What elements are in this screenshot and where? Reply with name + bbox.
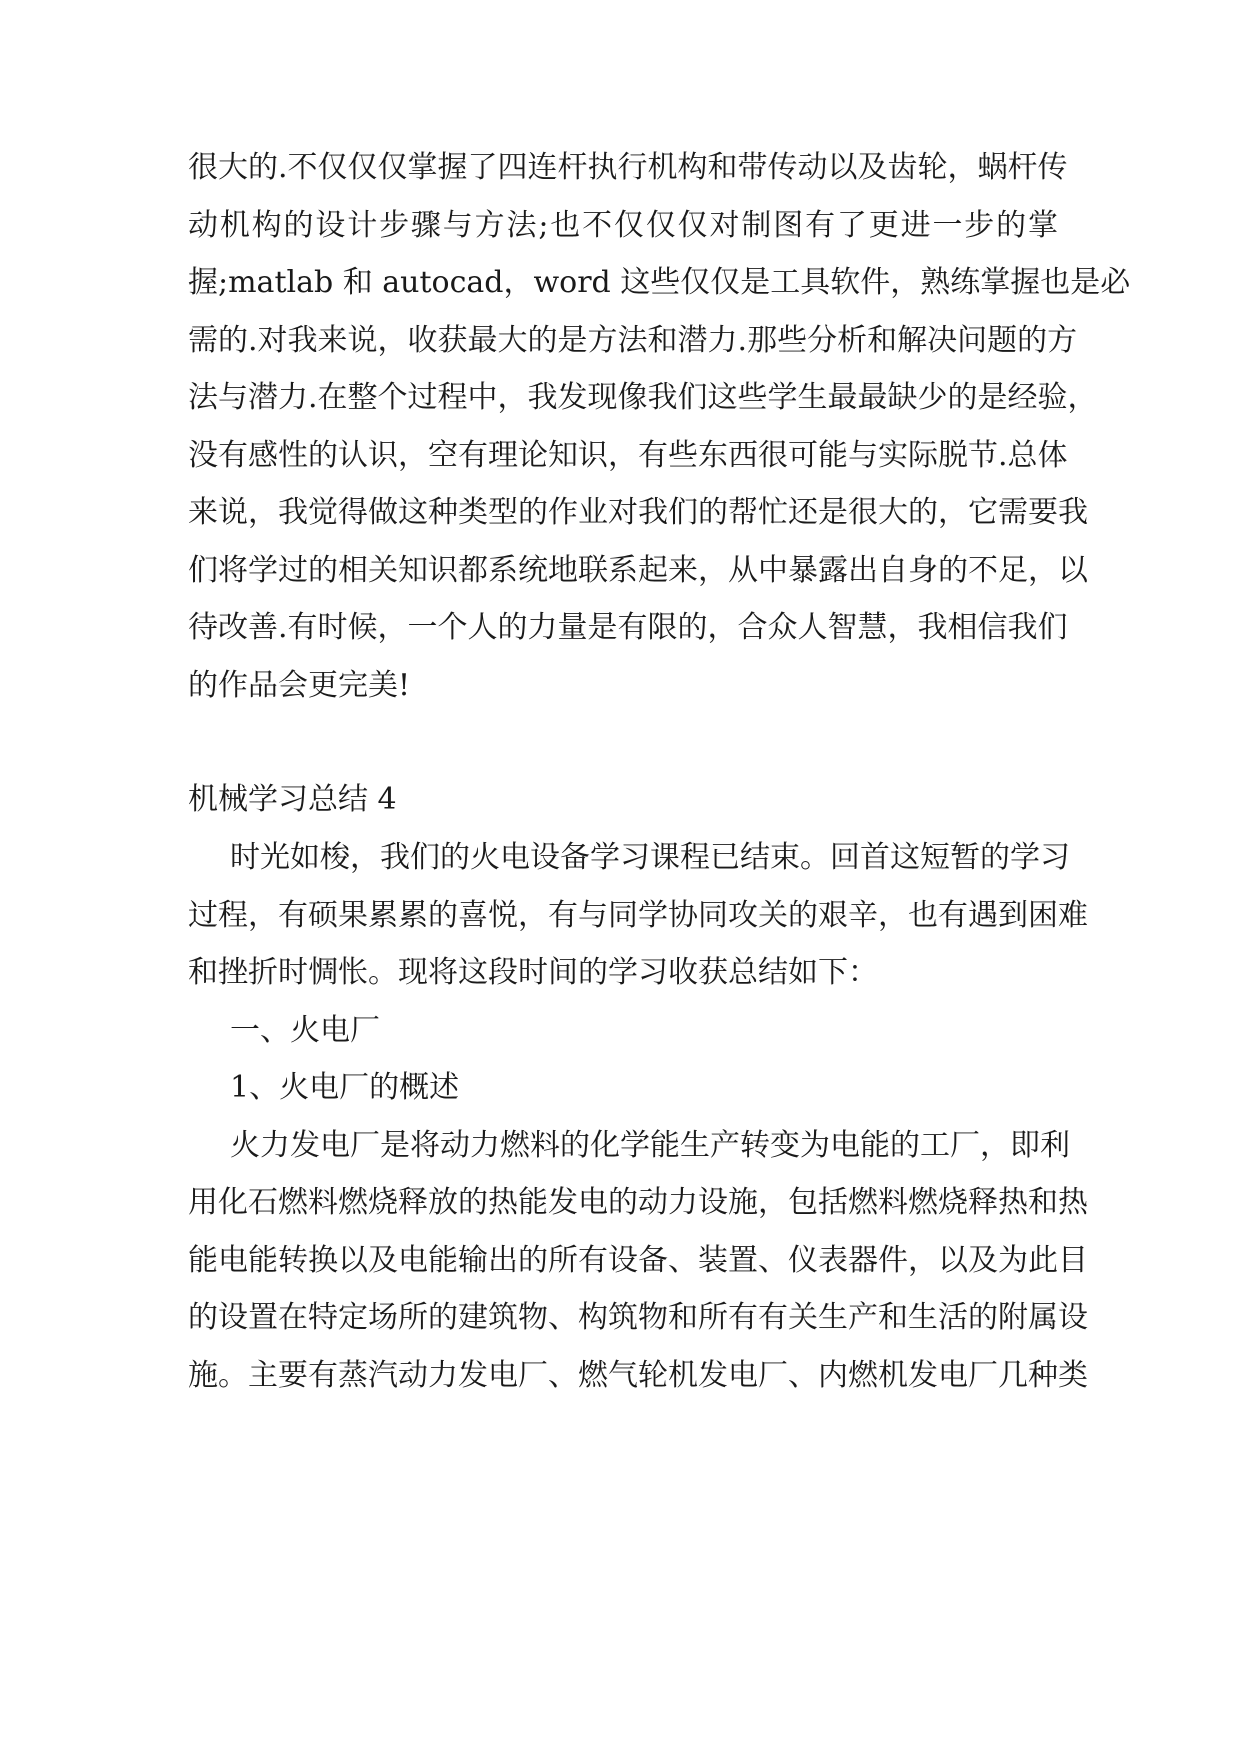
section-heading: 机械学习总结 4: [188, 782, 397, 817]
body-text-line: 动机构的设计步骤与方法;也不仅仅仅对制图有了更进一步的掌: [188, 208, 1058, 243]
subheading: 1、火电厂的概述: [230, 1070, 460, 1105]
body-text-line: 法与潜力.在整个过程中，我发现像我们这些学生最最缺少的是经验，: [188, 380, 1098, 415]
body-text-line: 没有感性的认识，空有理论知识，有些东西很可能与实际脱节.总体: [188, 438, 1068, 473]
body-text-line: 和挫折时惆怅。现将这段时间的学习收获总结如下：: [188, 955, 878, 990]
body-text-line: 很大的.不仅仅仅掌握了四连杆执行机构和带传动以及齿轮，蜗杆传: [188, 150, 1068, 185]
body-text-line: 过程，有硕果累累的喜悦，有与同学协同攻关的艰辛，也有遇到困难: [188, 898, 1088, 933]
body-text-line: 施。主要有蒸汽动力发电厂、燃气轮机发电厂、内燃机发电厂几种类: [188, 1358, 1088, 1393]
body-text-line: 来说，我觉得做这种类型的作业对我们的帮忙还是很大的，它需要我: [188, 495, 1088, 530]
body-text-line: 能电能转换以及电能输出的所有设备、装置、仪表器件，以及为此目: [188, 1243, 1088, 1278]
body-text-line: 需的.对我来说，收获最大的是方法和潜力.那些分析和解决问题的方: [188, 323, 1078, 358]
body-text-line: 的设置在特定场所的建筑物、构筑物和所有有关生产和生活的附属设: [188, 1300, 1088, 1335]
body-text-line: 握;matlab 和 autocad，word 这些仅仅是工具软件，熟练掌握也是必: [188, 265, 1131, 300]
body-text-line: 火力发电厂是将动力燃料的化学能生产转变为电能的工厂，即利: [230, 1128, 1070, 1163]
body-text-line: 待改善.有时候，一个人的力量是有限的，合众人智慧，我相信我们: [188, 610, 1068, 645]
body-text-line: 时光如梭，我们的火电设备学习课程已结束。回首这短暂的学习: [230, 840, 1070, 875]
body-text-line: 用化石燃料燃烧释放的热能发电的动力设施，包括燃料燃烧释热和热: [188, 1185, 1088, 1220]
subheading: 一、火电厂: [230, 1013, 380, 1048]
body-text-line: 们将学过的相关知识都系统地联系起来，从中暴露出自身的不足，以: [188, 553, 1088, 588]
body-text-line: 的作品会更完美!: [188, 668, 411, 703]
